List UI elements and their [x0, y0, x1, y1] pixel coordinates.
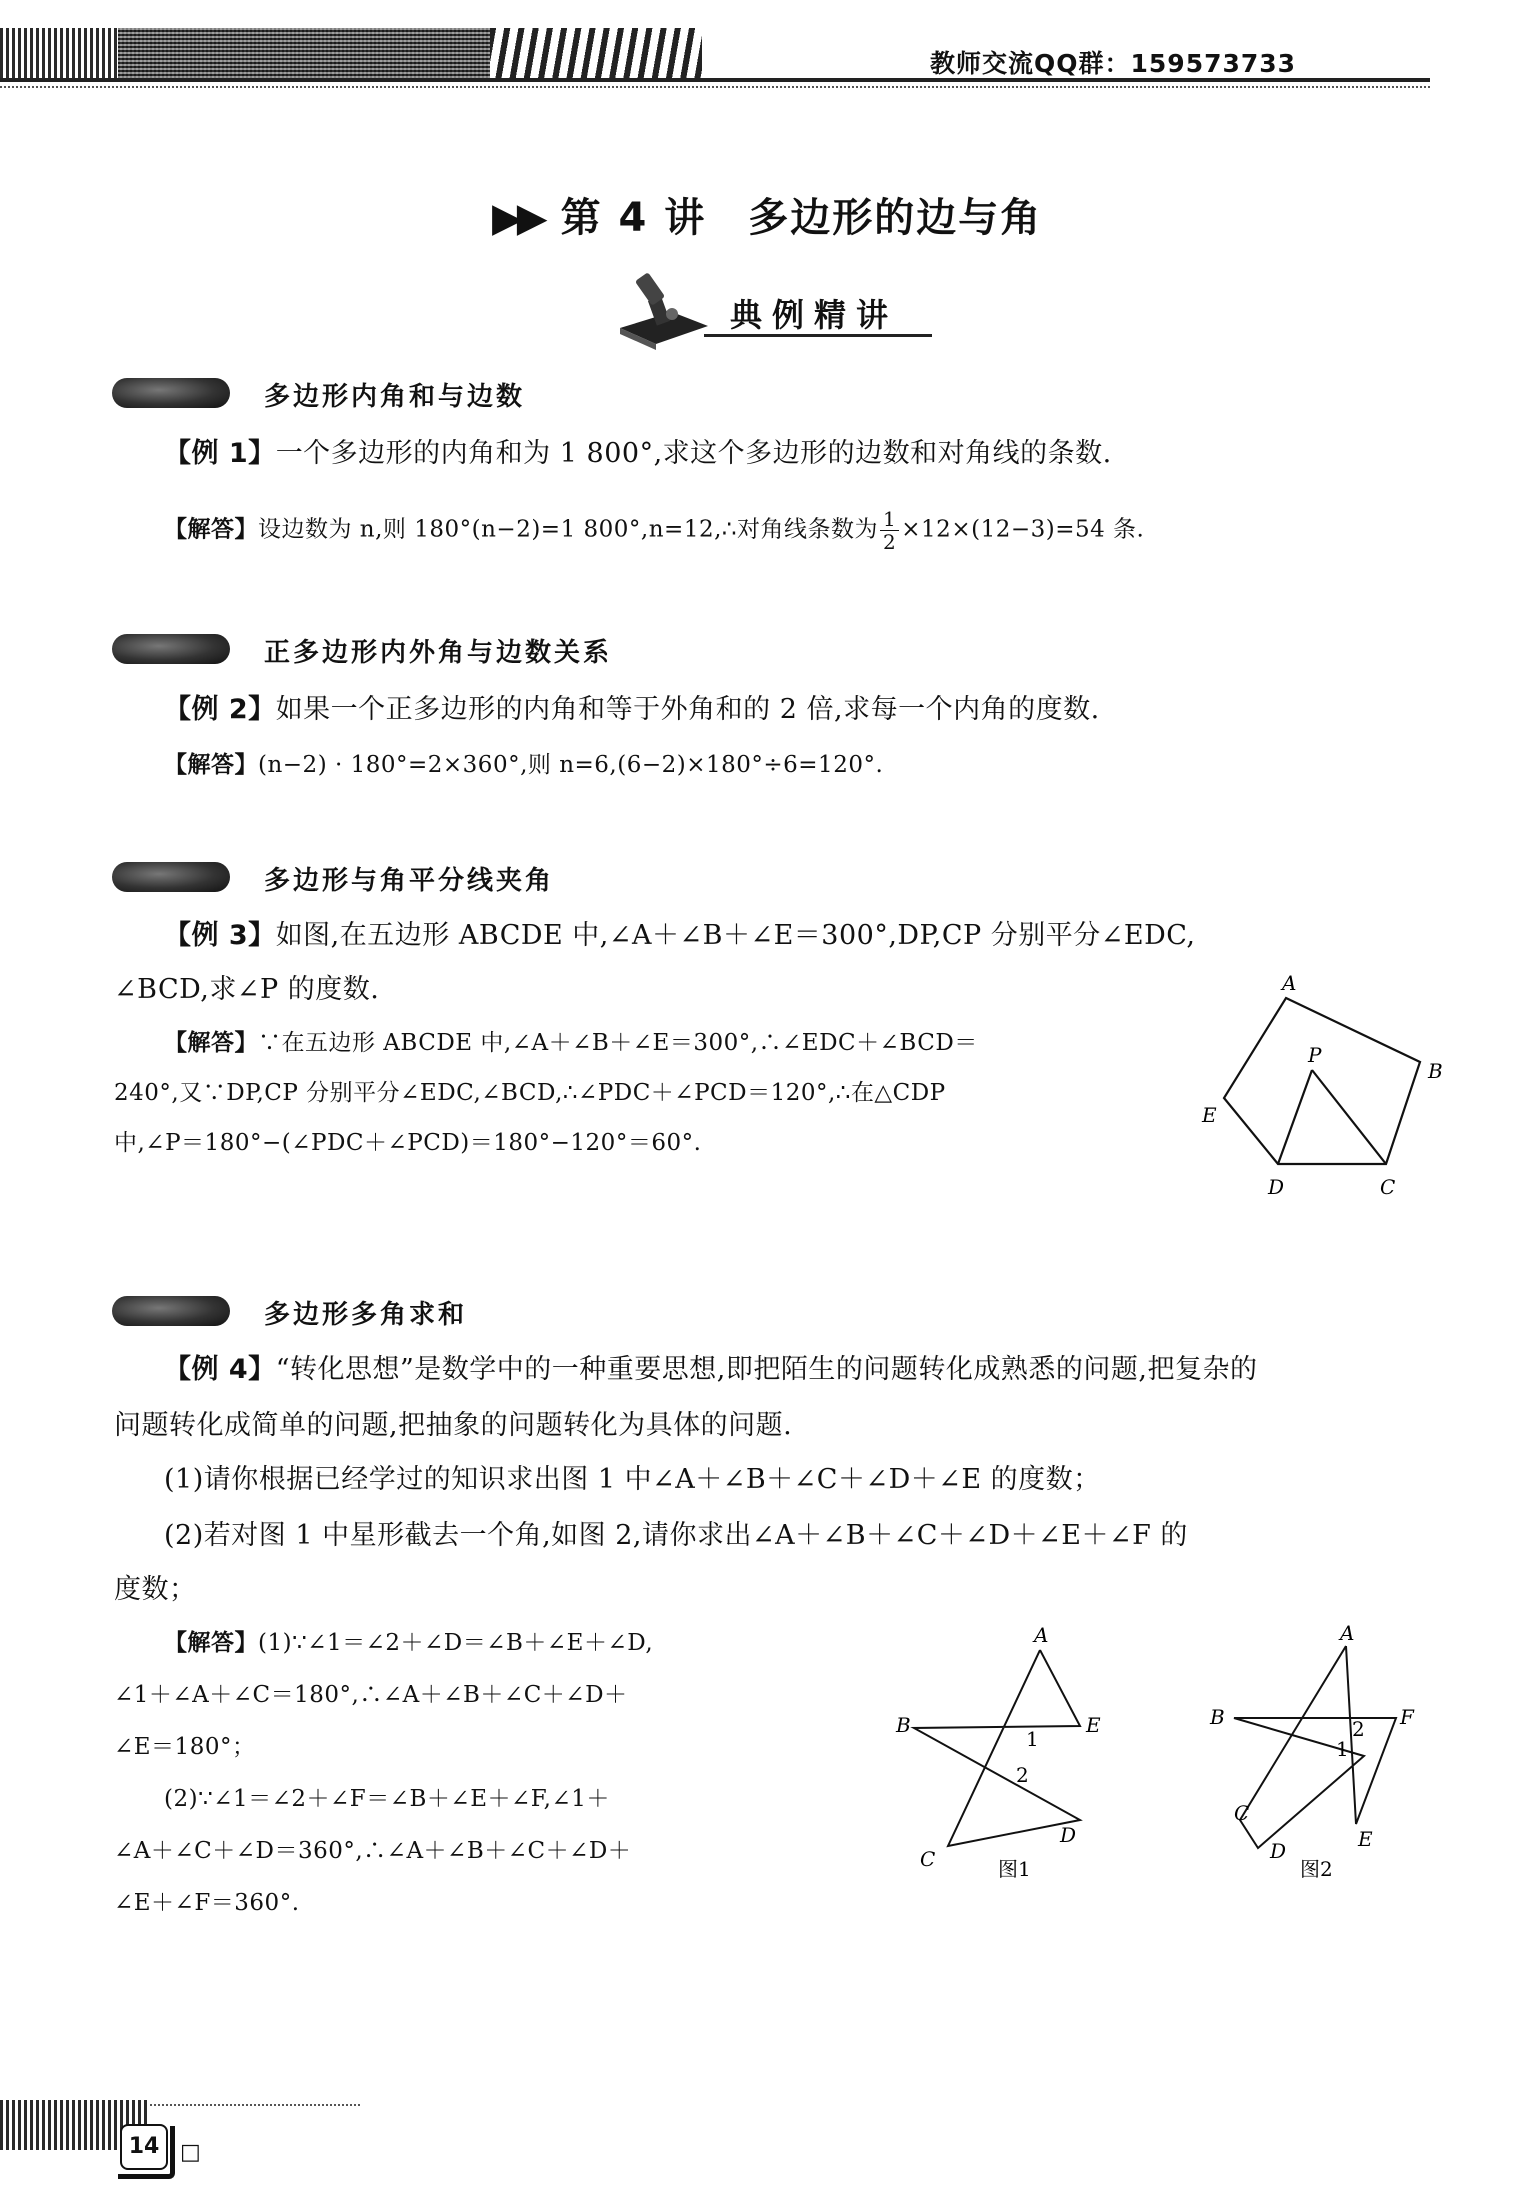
segment-dp [1278, 1070, 1312, 1164]
truncated-star-path [1234, 1646, 1396, 1848]
answer-4-text-line1: (1)∵∠1＝∠2＋∠D＝∠B＋∠E＋∠D, [258, 1630, 654, 1656]
section-2-badge [112, 634, 230, 664]
header-slashes [490, 28, 702, 80]
label-f: F [1400, 1705, 1414, 1729]
header-bar [118, 28, 490, 80]
chapter-title-text: 第 4 讲 多边形的边与角 [560, 195, 1043, 241]
answer-4-line6: ∠E＋∠F＝360°. [114, 1890, 300, 1916]
answer-1-label: 【解答】 [164, 516, 258, 543]
answer-2-text: (n−2) · 180°=2×360°,则 n=6,(6−2)×180°÷6=120°. [258, 752, 884, 778]
label-p: P [1308, 1043, 1322, 1067]
figure-1-star [880, 1620, 1120, 1890]
example-4-text-line1: “转化思想”是数学中的一种重要思想,即把陌生的问题转化成熟悉的问题,把复杂的 [275, 1354, 1258, 1385]
answer-3-line3: 中,∠P＝180°−(∠PDC＋∠PCD)＝180°−120°＝60°. [114, 1130, 702, 1156]
example-2-text: 如果一个正多边形的内角和等于外角和的 2 倍,求每一个内角的度数. [275, 694, 1100, 725]
answer-1-fraction [880, 508, 899, 553]
qq-group-label: 教师交流QQ群：159573733 [930, 49, 1297, 78]
angle-2-label: 2 [1016, 1763, 1029, 1787]
answer-1-text-b: ×12×(12−3)=54 条. [901, 516, 1145, 543]
section-1-badge [112, 378, 230, 408]
answer-1-text-a: 设边数为 n,则 180°(n−2)=1 800°,n=12,∴对角线条数为 [258, 516, 879, 543]
example-1-label: 【例 1】 [164, 438, 276, 469]
label-b: B [1428, 1059, 1443, 1083]
example-4-line3: (1)请你根据已经学过的知识求出图 1 中∠A＋∠B＋∠C＋∠D＋∠E 的度数； [164, 1464, 1101, 1495]
footer-rule-dotted [150, 2104, 360, 2106]
answer-4-label: 【解答】 [164, 1630, 258, 1656]
example-1 [164, 436, 1112, 472]
example-2 [164, 692, 1100, 728]
angle-1-label: 1 [1336, 1737, 1349, 1761]
answer-4-line5: ∠A＋∠C＋∠D＝360°,∴∠A＋∠B＋∠C＋∠D＋ [114, 1838, 632, 1864]
label-c: C [1380, 1175, 1396, 1199]
example-3-line2: ∠BCD,求∠P 的度数. [114, 974, 380, 1005]
figure-2-star [1196, 1620, 1436, 1890]
answer-3-text-line1: ∵在五边形 ABCDE 中,∠A＋∠B＋∠E＝300°,∴∠EDC＋∠BCD＝ [258, 1030, 978, 1056]
angle-1-label: 1 [1026, 1727, 1039, 1751]
header-rule-dotted [0, 86, 1430, 88]
label-e: E [1202, 1103, 1217, 1127]
header-hatch-left [0, 28, 118, 80]
label-c: C [920, 1847, 936, 1871]
section-3-heading: 多边形与角平分线夹角 [264, 866, 555, 896]
banner-title: 典例精讲 [730, 296, 899, 334]
chapter-title [492, 186, 1042, 243]
example-3-label: 【例 3】 [164, 920, 276, 951]
label-c: C [1234, 1801, 1250, 1825]
example-3-text-line1: 如图,在五边形 ABCDE 中,∠A＋∠B＋∠E＝300°,DP,CP 分别平分∠EDC, [275, 920, 1196, 951]
answer-1 [164, 508, 1144, 553]
label-a: A [1282, 971, 1297, 995]
example-4-label: 【例 4】 [164, 1354, 276, 1385]
fraction-numerator: 1 [880, 508, 899, 531]
section-4-badge [112, 1296, 230, 1326]
label-b: B [896, 1713, 911, 1737]
answer-3-label: 【解答】 [164, 1030, 258, 1056]
page-number: 14 [128, 2134, 160, 2159]
example-1-text: 一个多边形的内角和为 1 800°,求这个多边形的边数和对角线的条数. [275, 438, 1112, 469]
chapter-arrows-icon: ▶▶ [492, 195, 542, 241]
example-4-line5: 度数； [114, 1574, 197, 1605]
answer-2-label: 【解答】 [164, 752, 258, 778]
star-path [914, 1650, 1080, 1846]
footer-square-icon: □ [180, 2140, 201, 2165]
section-2-heading: 正多边形内外角与边数关系 [264, 638, 613, 668]
label-e: E [1358, 1827, 1373, 1851]
answer-4-line3: ∠E＝180°； [114, 1734, 256, 1760]
section-3-badge [112, 862, 230, 892]
section-1-heading: 多边形内角和与边数 [264, 382, 526, 412]
example-4-line2: 问题转化成简单的问题,把抽象的问题转化为具体的问题. [114, 1410, 793, 1441]
fraction-denominator: 2 [883, 530, 897, 554]
example-4-line4: (2)若对图 1 中星形截去一个角,如图 2,请你求出∠A＋∠B＋∠C＋∠D＋∠E＋∠F 的 [164, 1520, 1188, 1551]
example-2-label: 【例 2】 [164, 694, 276, 725]
angle-2-label: 2 [1352, 1717, 1365, 1741]
page-number-box [120, 2124, 168, 2170]
answer-2 [164, 748, 883, 782]
answer-4-line4: (2)∵∠1＝∠2＋∠F＝∠B＋∠E＋∠F,∠1＋ [164, 1786, 610, 1812]
answer-4-line2: ∠1＋∠A＋∠C＝180°,∴∠A＋∠B＋∠C＋∠D＋ [114, 1682, 628, 1708]
microscope-icon [612, 268, 712, 350]
label-b: B [1210, 1705, 1225, 1729]
label-d: D [1268, 1175, 1285, 1199]
figure-1-caption: 图1 [998, 1857, 1031, 1881]
pentagon-figure [1190, 964, 1450, 1204]
label-a: A [1034, 1623, 1049, 1647]
figure-2-caption: 图2 [1300, 1857, 1333, 1881]
example-3 [164, 918, 1196, 954]
example-4 [164, 1352, 1257, 1388]
section-4-heading: 多边形多角求和 [264, 1300, 468, 1330]
label-e: E [1086, 1713, 1101, 1737]
answer-3 [164, 1026, 978, 1060]
answer-3-line2: 240°,又∵DP,CP 分别平分∠EDC,∠BCD,∴∠PDC＋∠PCD＝120°,∴在△CDP [114, 1080, 946, 1106]
label-a: A [1340, 1621, 1355, 1645]
segment-cp [1312, 1070, 1386, 1164]
label-d: D [1270, 1839, 1287, 1863]
answer-4 [164, 1626, 653, 1660]
label-d: D [1060, 1823, 1077, 1847]
